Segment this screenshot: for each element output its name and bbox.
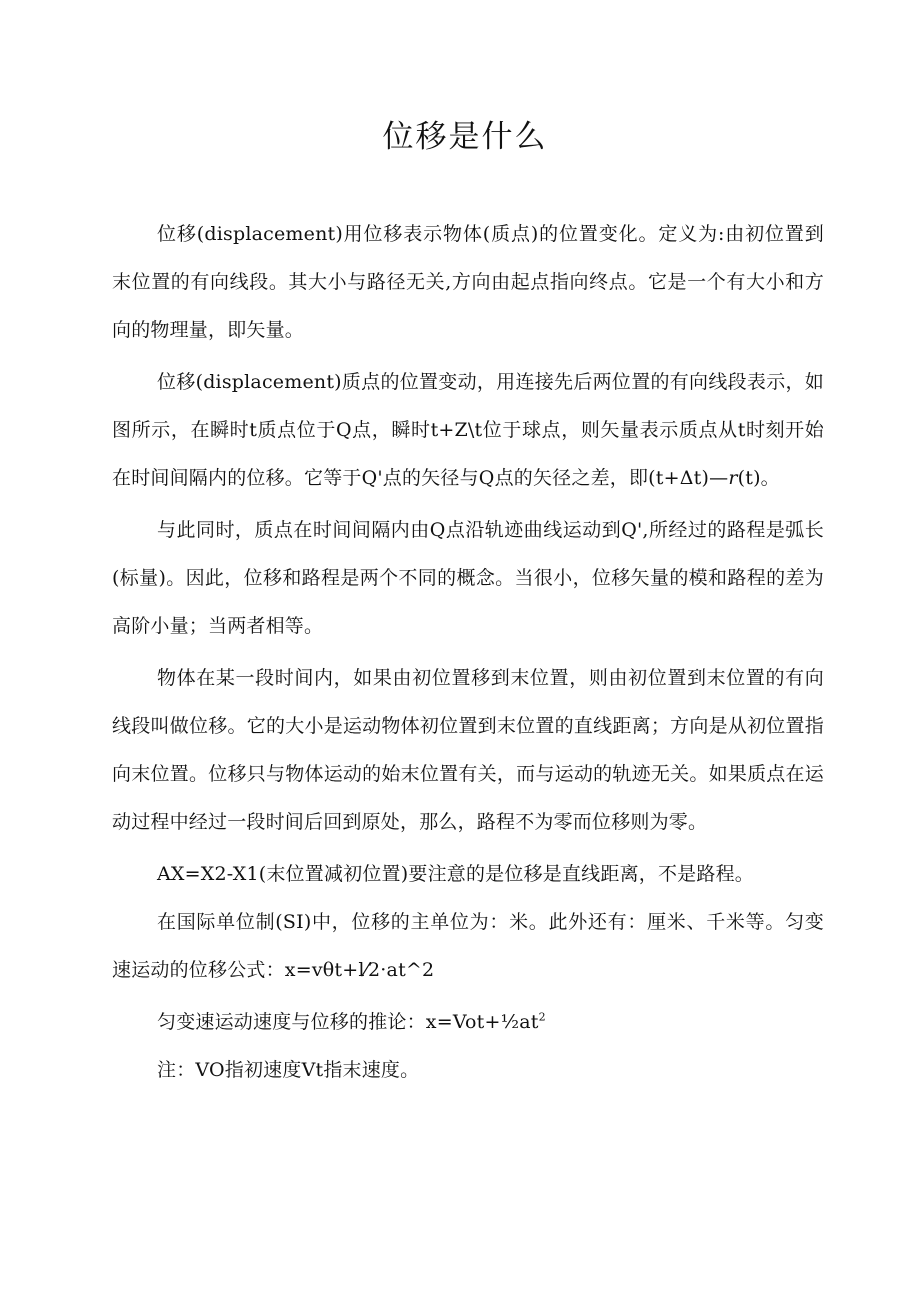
paragraph-si-units: 在国际单位制(SI)中，位移的主单位为：米。此外还有：厘米、千米等。匀变速运动的位移公式：x=vθt+l⁄2·at^2 [112, 911, 824, 981]
paragraph-definition: 位移(displacement)用位移表示物体(质点)的位置变化。定义为:由初位置到末位置的有向线段。其大小与路径无关,方向由起点指向终点。它是一个有大小和方向的物理量，即矢量。 [112, 223, 824, 341]
superscript-two: 2 [538, 1010, 546, 1024]
paragraph-inference [112, 998, 824, 1046]
paragraph-note: 注：VO指初速度Vt指末速度。 [157, 1059, 420, 1081]
paragraph-inference-text: 匀变速运动速度与位移的推论：x=Vot+½at [157, 1011, 539, 1033]
paragraph-path-comparison: 与此同时，质点在时间间隔内由Q点沿轨迹曲线运动到Q',所经过的路程是弧长(标量)。因此，位移和路程是两个不同的概念。当很小，位移矢量的模和路程的差为高阶小量；当两者相等。 [112, 519, 824, 637]
paragraph-formula-difference: AX=X2-X1(末位置减初位置)要注意的是位移是直线距离，不是路程。 [157, 863, 754, 885]
paragraph-displacement-vector-text: 位移(displacement)质点的位置变动，用连接先后两位置的有向线段表示，如图所示，在瞬时t质点位于Q点，瞬时t+Z\t位于球点，则矢量表示质点从t时刻开始在时间间隔内的位移。它等于Q'点的矢径与Q点的矢径之差，即(t+Δt)— [112, 371, 824, 489]
paragraph-displacement-explanation: 物体在某一段时间内，如果由初位置移到末位置，则由初位置到末位置的有向线段叫做位移。它的大小是运动物体初位置到末位置的直线距离；方向是从初位置指向末位置。位移只与物体运动的始末位置有关，而与运动的轨迹无关。如果质点在运动过程中经过一段时间后回到原处，那么，路程不为零而位移则为零。 [112, 667, 824, 833]
document-body [112, 210, 824, 1094]
paragraph-displacement-vector [112, 358, 824, 502]
document-title: 位移是什么 [382, 119, 548, 155]
vector-r-symbol: r [728, 467, 738, 489]
paragraph-displacement-vector-tail: (t)。 [737, 467, 780, 489]
